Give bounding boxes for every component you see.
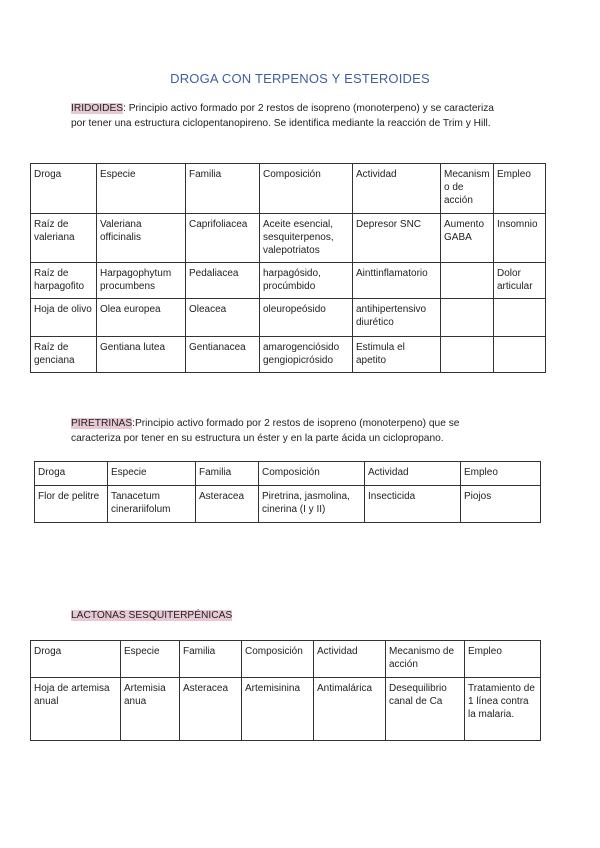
table-header-cell: Familia bbox=[180, 641, 242, 678]
table-cell: Gentiana lutea bbox=[97, 337, 186, 373]
iridoides-text: : Principio activo formado por 2 restos de isopreno (monoterpeno) y se caracteriza por tener una estructura ciclopentanopireno. Se identifica mediante la reacción de Trim y Hill. bbox=[71, 103, 494, 129]
table-cell: Flor de pelitre bbox=[35, 486, 108, 523]
table-header-cell: Empleo bbox=[465, 641, 541, 678]
table-cell: Aumento GABA bbox=[441, 214, 494, 263]
table-cell: Caprifoliacea bbox=[186, 214, 260, 263]
table-cell bbox=[494, 337, 546, 373]
table-cell: Antimalárica bbox=[314, 678, 386, 741]
table-cell: Dolor articular bbox=[494, 263, 546, 299]
table-header-cell: Actividad bbox=[314, 641, 386, 678]
table-cell: Hoja de olivo bbox=[31, 299, 97, 337]
piretrinas-text: :Principio activo formado por 2 restos de isopreno (monoterpeno) que se caracteriza por tener en su estructura un éster y en la parte ácida un ciclopropano. bbox=[71, 418, 460, 444]
table-header-row bbox=[31, 164, 546, 214]
table-cell bbox=[441, 263, 494, 299]
table-header-cell: Mecanismo de acción bbox=[386, 641, 465, 678]
table-row bbox=[35, 486, 541, 523]
table-row bbox=[31, 214, 546, 263]
table-header-cell: Droga bbox=[31, 641, 121, 678]
lactonas-heading: LACTONAS SESQUITERPÉNICAS bbox=[71, 610, 233, 621]
table-cell: Insomnio bbox=[494, 214, 546, 263]
iridoides-heading: IRIDOIDES bbox=[71, 103, 124, 114]
piretrinas-heading: PIRETRINAS bbox=[71, 418, 133, 429]
table-header-cell: Mecanismo de acción bbox=[441, 164, 494, 214]
table-header-cell: Empleo bbox=[494, 164, 546, 214]
table-cell: Gentianacea bbox=[186, 337, 260, 373]
table-cell: Oleacea bbox=[186, 299, 260, 337]
table-cell: harpagósido, procúmbido bbox=[260, 263, 353, 299]
table-header-row bbox=[31, 641, 541, 678]
table-header-cell: Droga bbox=[31, 164, 97, 214]
table-cell: Artemisinina bbox=[242, 678, 314, 741]
lactonas-paragraph bbox=[71, 609, 501, 624]
table-cell: oleuropeósido bbox=[260, 299, 353, 337]
table-header-cell: Especie bbox=[108, 462, 196, 486]
table-header-cell: Familia bbox=[186, 164, 260, 214]
table-cell bbox=[441, 337, 494, 373]
table-cell: Estimula el apetito bbox=[353, 337, 441, 373]
iridoides-table bbox=[30, 163, 546, 373]
table-cell: Artemisia anua bbox=[121, 678, 180, 741]
table-row bbox=[31, 299, 546, 337]
table-cell: Piojos bbox=[461, 486, 541, 523]
table-header-cell: Actividad bbox=[365, 462, 461, 486]
iridoides-paragraph bbox=[71, 102, 501, 131]
table-row bbox=[31, 678, 541, 741]
table-header-cell: Especie bbox=[97, 164, 186, 214]
table-cell: Raíz de valeriana bbox=[31, 214, 97, 263]
table-header-cell: Composición bbox=[260, 164, 353, 214]
table-cell: Harpagophytum procumbens bbox=[97, 263, 186, 299]
table-cell: Hoja de artemisa anual bbox=[31, 678, 121, 741]
table-cell: Raíz de harpagofito bbox=[31, 263, 97, 299]
table-cell: amarogenciósido gengiopicrósido bbox=[260, 337, 353, 373]
table-cell: Pedaliacea bbox=[186, 263, 260, 299]
table-cell: antihipertensivo diurético bbox=[353, 299, 441, 337]
table-cell: Ainttinflamatorio bbox=[353, 263, 441, 299]
table-header-cell: Composición bbox=[242, 641, 314, 678]
table-header-cell: Especie bbox=[121, 641, 180, 678]
table-cell: Olea europea bbox=[97, 299, 186, 337]
table-cell bbox=[441, 299, 494, 337]
table-cell bbox=[494, 299, 546, 337]
page-title: DROGA CON TERPENOS Y ESTEROIDES bbox=[170, 71, 430, 86]
table-header-cell: Actividad bbox=[353, 164, 441, 214]
table-header-cell: Droga bbox=[35, 462, 108, 486]
table-cell: Asteracea bbox=[180, 678, 242, 741]
table-row bbox=[31, 263, 546, 299]
table-cell: Asteracea bbox=[196, 486, 259, 523]
table-header-cell: Empleo bbox=[461, 462, 541, 486]
table-header-cell: Familia bbox=[196, 462, 259, 486]
table-cell: Aceite esencial, sesquiterpenos, valepotriatos bbox=[260, 214, 353, 263]
table-cell: Tratamiento de 1 línea contra la malaria. bbox=[465, 678, 541, 741]
table-header-cell: Composición bbox=[259, 462, 365, 486]
table-cell: Tanacetum cinerariifolum bbox=[108, 486, 196, 523]
table-cell: Raíz de genciana bbox=[31, 337, 97, 373]
table-cell: Desequilibrio canal de Ca bbox=[386, 678, 465, 741]
lactonas-table bbox=[30, 640, 541, 741]
table-cell: Insecticida bbox=[365, 486, 461, 523]
table-header-row bbox=[35, 462, 541, 486]
piretrinas-table bbox=[34, 461, 541, 523]
piretrinas-paragraph bbox=[71, 417, 511, 446]
table-cell: Valeriana officinalis bbox=[97, 214, 186, 263]
table-cell: Depresor SNC bbox=[353, 214, 441, 263]
table-row bbox=[31, 337, 546, 373]
table-cell: Piretrina, jasmolina, cinerina (I y II) bbox=[259, 486, 365, 523]
